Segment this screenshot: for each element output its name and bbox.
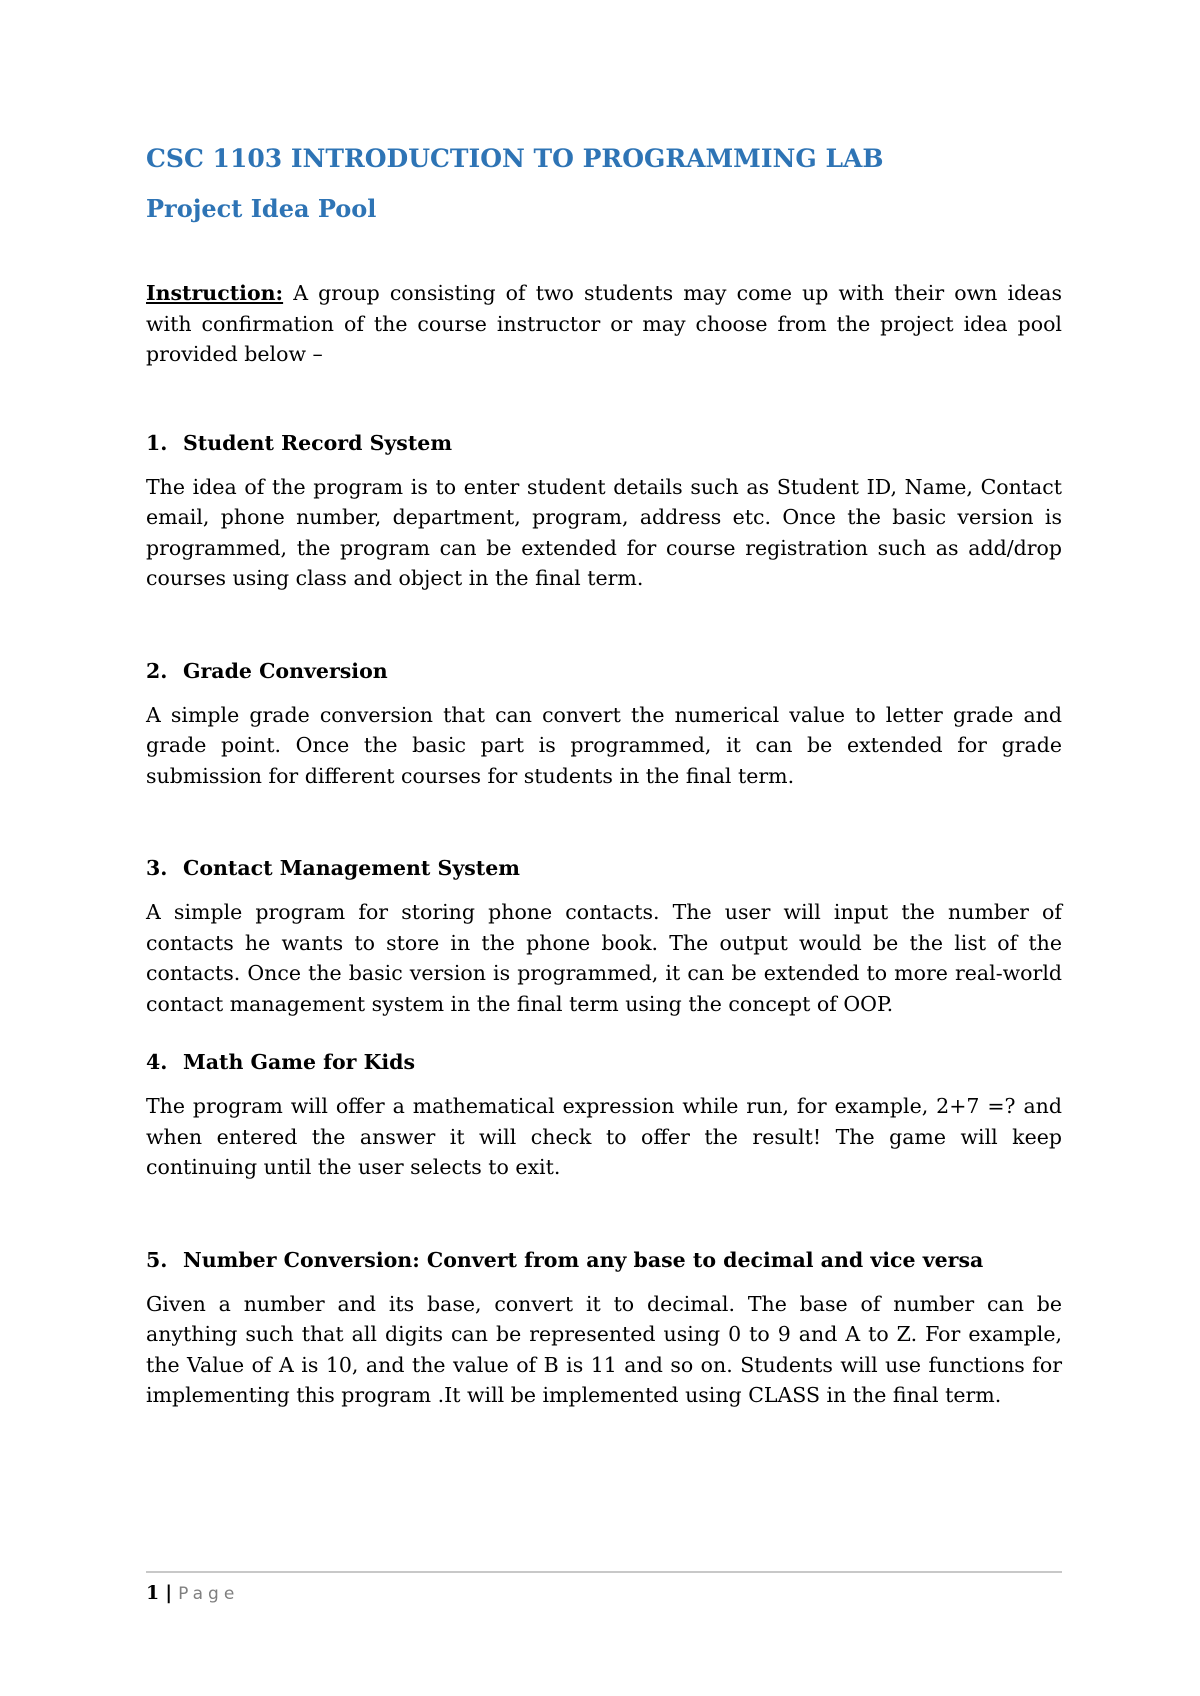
section-heading — [146, 1047, 1062, 1077]
section-contact-management-system — [146, 853, 1062, 1019]
section-body: The idea of the program is to enter student details such as Student ID, Name, Contact email, phone number, department, program, address etc. Once the basic version is programmed, the program can be extended for course registration such as add/drop courses using class and object in the final term. — [146, 474, 1062, 590]
section-body: A simple program for storing phone contacts. The user will input the number of contacts he wants to store in the phone book. The output would be the list of the contacts. Once the basic version is programmed, it can be extended to more real-world contact management system in the final term using the concept of OOP. — [146, 900, 1062, 1016]
section-number: 5. — [146, 1247, 168, 1272]
section-heading — [146, 853, 1062, 883]
section-body: A simple grade conversion that can convert the numerical value to letter grade and grade point. Once the basic part is programmed, it can be extended for grade submission for different courses for students in the final term. — [146, 702, 1062, 788]
section-number: 3. — [146, 856, 168, 880]
section-number: 4. — [146, 1050, 168, 1074]
page-label: Page — [178, 1584, 240, 1604]
section-body: The program will offer a mathematical expression while run, for example, 2+7 =? and when entered the answer it will check to offer the result! The game will keep continuing until the user selects to exit. — [146, 1094, 1062, 1179]
section-grade-conversion — [146, 656, 1062, 792]
instruction-text: A group consisting of two students may come up with their own ideas with confirmation of the course instructor or may choose from the project idea pool provided below – — [146, 281, 1062, 366]
section-heading — [146, 428, 1062, 458]
instruction-paragraph — [146, 278, 1062, 370]
section-title: Contact Management System — [183, 856, 520, 880]
section-student-record-system — [146, 428, 1062, 594]
section-title: Student Record System — [183, 430, 453, 455]
page-number: 1 — [146, 1582, 160, 1604]
footer-divider — [146, 1571, 1062, 1573]
section-title: Number Conversion: Convert from any base to decimal and vice versa — [183, 1247, 984, 1272]
footer-separator: | — [165, 1582, 173, 1604]
document-title: CSC 1103 INTRODUCTION TO PROGRAMMING LAB — [146, 144, 884, 173]
section-math-game-for-kids — [146, 1047, 1062, 1183]
section-number: 1. — [146, 430, 168, 455]
document-content — [146, 140, 1062, 1411]
page-footer — [146, 1579, 239, 1608]
section-heading — [146, 1245, 1062, 1275]
section-number-conversion — [146, 1245, 1062, 1411]
section-number: 2. — [146, 658, 168, 683]
instruction-label: Instruction: — [146, 281, 284, 305]
section-body: Given a number and its base, convert it to decimal. The base of number can be anything such that all digits can be represented using 0 to 9 and A to Z. For example, the Value of A is 10, and the value of B is 11 and so on. Students will use functions for implementing this program .It will be implemented using CLASS in the final term. — [146, 1291, 1062, 1407]
section-title: Grade Conversion — [183, 658, 388, 683]
section-heading — [146, 656, 1062, 686]
section-title: Math Game for Kids — [183, 1050, 416, 1074]
document-subtitle: Project Idea Pool — [146, 194, 377, 223]
